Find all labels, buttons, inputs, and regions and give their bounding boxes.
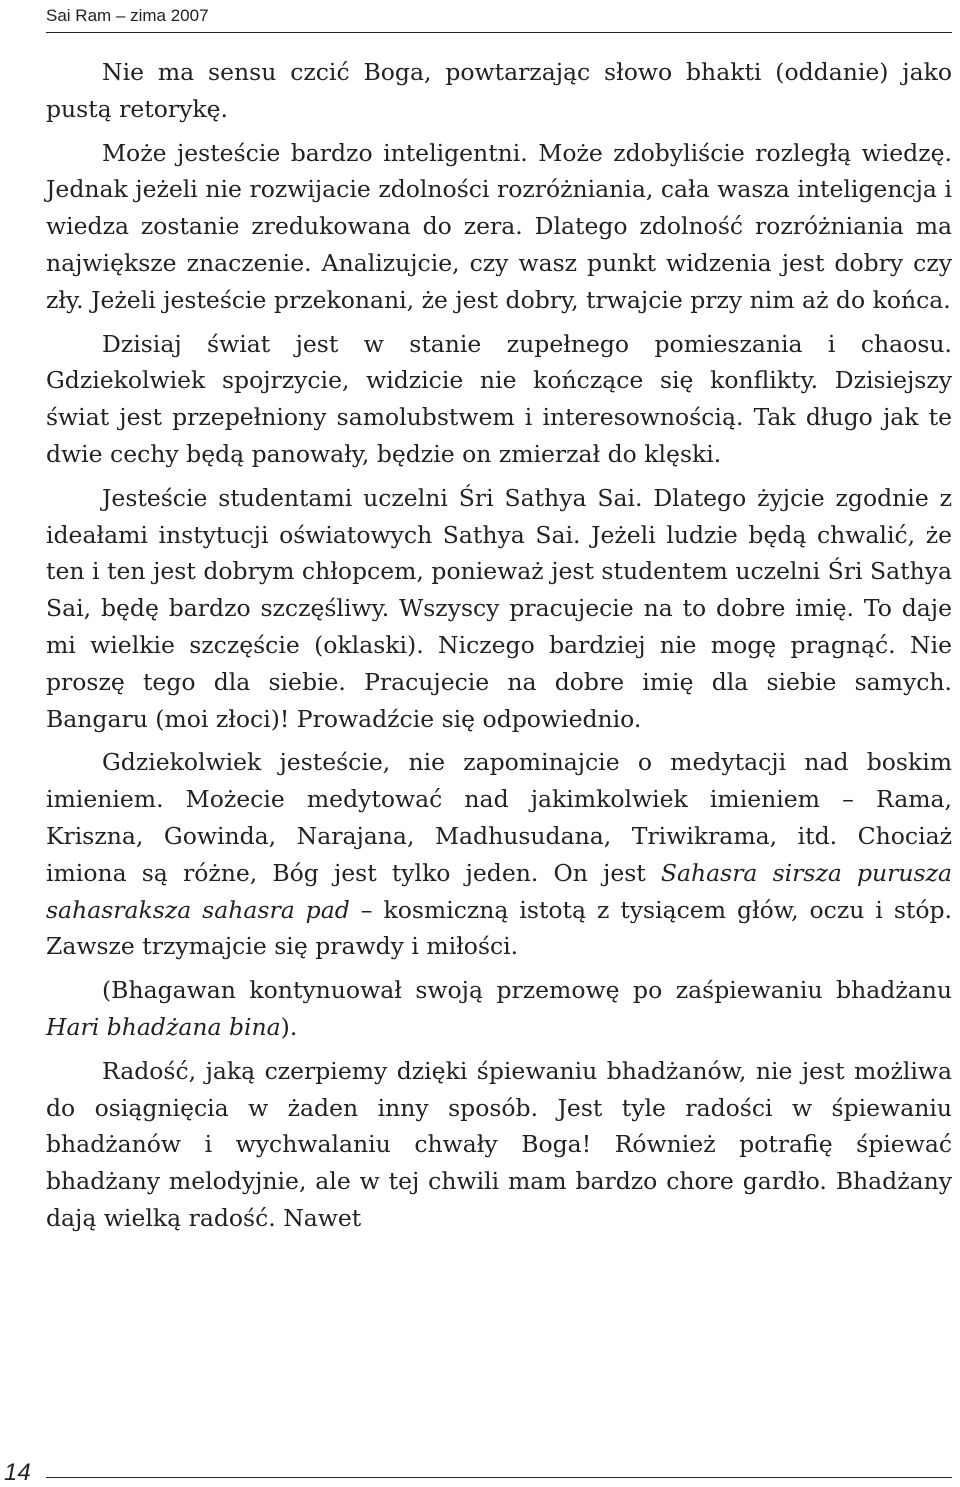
paragraph-world-chaos: Dzisiaj świat jest w stanie zupełnego pomieszania i chaosu. Gdziekolwiek spojrzycie, widzicie nie kończące się konflikty. Dzisiejszy świat jest przepełniony samolubstwem i interesownością. Tak długo jak te dwie cechy będą panowały, będzie on zmierzał do klęski. [46, 329, 952, 468]
paragraph-joy-of-bhajans: Radość, jaką czerpiemy dzięki śpiewaniu bhadżanów, nie jest możliwa do osiągnięcia w żaden inny sposób. Jest tyle radości w śpiewaniu bhadżanów i wychwalaniu chwały Boga! Również potrafię śpiewać bhadżany melodyjnie, ale w tej chwili mam bardzo chore gardło. Bhadżany dają wielką radość. Nawet [46, 1056, 952, 1232]
paragraph-bhajan-note-text-a: (Bhagawan kontynuował swoją przemowę po zaśpiewaniu bhadżanu [102, 976, 952, 1005]
running-header: Sai Ram – zima 2007 [46, 6, 209, 25]
bhajan-title: Hari bhadżana bina [46, 1012, 281, 1041]
paragraph-meditation [46, 744, 952, 965]
page-number: 14 [4, 1459, 31, 1486]
paragraph-meditation-text-a: Gdziekolwiek jesteście, nie zapominajcie o medytacji nad boskim imieniem. Możecie medytować nad jakimkolwiek imieniem – Rama, Kriszna, Gowinda, Narajana, Madhusudana, Triwikrama, itd. Chociaż imiona są różne, Bóg jest tylko jeden. On jest [46, 748, 952, 887]
page-body [46, 54, 952, 1244]
header-divider [46, 32, 952, 33]
sanskrit-phrase: Sahasra sirsza purusza sahasraksza sahasra pad [46, 858, 952, 924]
paragraph-discrimination: Może jesteście bardzo inteligentni. Może zdobyliście rozległą wiedzę. Jednak jeżeli nie rozwijacie zdolności rozróżniania, cała wasza inteligencja i wiedza zostanie zredukowana do zera. Dlatego zdolność rozróżniania ma największe znaczenie. Analizujcie, czy wasz punkt widzenia jest dobry czy zły. Jeżeli jesteście przekonani, że jest dobry, trwajcie przy nim aż do końca. [46, 138, 952, 314]
footer-divider [46, 1477, 952, 1478]
paragraph-bhajan-note [46, 972, 952, 1046]
paragraph-bhajan-note-text-b: ). [280, 1012, 298, 1041]
paragraph-students: Jesteście studentami uczelni Śri Sathya Sai. Dlatego żyjcie zgodnie z ideałami instytucji oświatowych Sathya Sai. Jeżeli ludzie będą chwalić, że ten i ten jest dobrym chłopcem, ponieważ jest studentem uczelni Śri Sathya Sai, będę bardzo szczęśliwy. Wszyscy pracujecie na to dobre imię. To daje mi wielkie szczęście (oklaski). Niczego bardziej nie mogę pragnąć. Nie proszę tego dla siebie. Pracujecie na dobre imię dla siebie samych. Bangaru (moi złoci)! Prowadźcie się odpowiednio. [46, 483, 952, 733]
paragraph-bhakti: Nie ma sensu czcić Boga, powtarzając słowo bhakti (oddanie) jako pustą retorykę. [46, 58, 952, 123]
paragraph-meditation-text-b: – kosmiczną istotą z tysiącem głów, oczu i stóp. Zawsze trzymajcie się prawdy i miłości. [46, 895, 952, 961]
